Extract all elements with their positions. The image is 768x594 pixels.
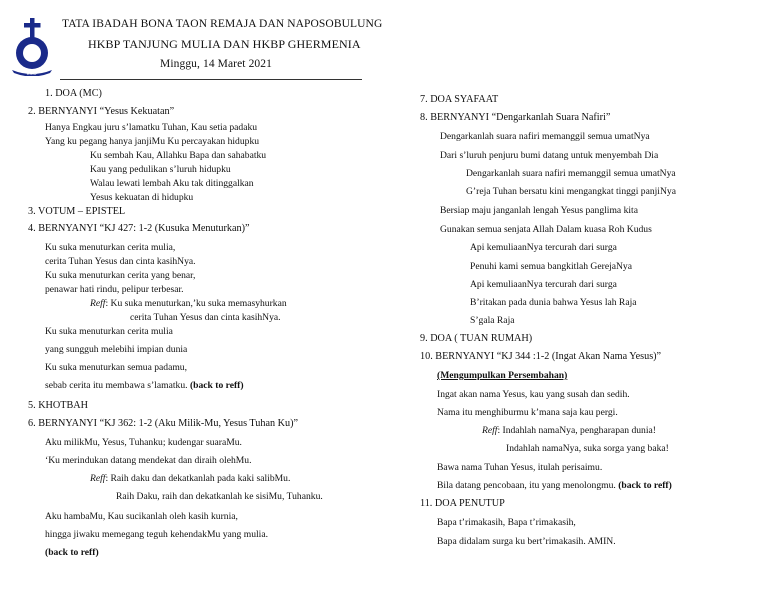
section-9: 9. DOA ( TUAN RUMAH): [420, 333, 533, 344]
lyric-line: Dari s’luruh penjuru bumi datang untuk menyembah Dia: [440, 150, 659, 161]
header-rule: [60, 79, 362, 80]
lyric-line: Hanya Engkau juru s’lamatku Tuhan, Kau setia padaku: [45, 122, 258, 133]
lyric-line: Yang ku pegang hanya janjiMu Ku percayakan hidupku: [45, 136, 260, 147]
section-8: 8. BERNYANYI “Dengarkanlah Suara Nafiri”: [420, 112, 611, 123]
lyric-line: Ku suka menuturkan cerita yang benar,: [45, 270, 196, 281]
offering-note: (Mengumpulkan Persembahan): [437, 370, 568, 381]
lyric-line: Dengarkanlah suara nafiri memanggil semua umatNya: [466, 168, 676, 179]
reff-line: Reff: Ku suka menuturkan,’ku suka memasyhurkan: [90, 298, 287, 309]
hkbp-logo-icon: [10, 18, 54, 76]
svg-text:HKBP: HKBP: [26, 71, 38, 76]
lyric-line: Ku sembah Kau, Allahku Bapa dan sahabatku: [90, 150, 267, 161]
lyric-line: Nama itu menghiburmu k’mana saja kau pergi.: [437, 407, 618, 418]
lyric-line: Kau yang pedulikan s’luruh hidupku: [90, 164, 231, 175]
lyric-line: penawar hati rindu, pelipur terbesar.: [45, 284, 184, 295]
header-church: HKBP TANJUNG MULIA DAN HKBP GHERMENIA: [88, 37, 361, 51]
section-2: 2. BERNYANYI “Yesus Kekuatan”: [28, 106, 175, 117]
section-6: 6. BERNYANYI “KJ 362: 1-2 (Aku Milik-Mu, Yesus Tuhan Ku)”: [28, 418, 298, 429]
lyric-line: Ku suka menuturkan semua padamu,: [45, 362, 188, 373]
back-to-reff: (back to reff): [189, 380, 244, 391]
lyric-line: Bapa t’rimakasih, Bapa t’rimakasih,: [437, 517, 576, 528]
lyric-line: Gunakan semua senjata Allah Dalam kuasa Roh Kudus: [440, 224, 652, 235]
section-11: 11. DOA PENUTUP: [420, 498, 505, 509]
lyric-line: Api kemuliaanNya tercurah dari surga: [470, 242, 617, 253]
lyric-line: S’gala Raja: [470, 315, 515, 326]
lyric-line: Bawa nama Tuhan Yesus, itulah perisaimu.: [437, 462, 603, 473]
section-4: 4. BERNYANYI “KJ 427: 1-2 (Kusuka Menuturkan)”: [28, 223, 250, 234]
lyric-line: Ku suka menuturkan cerita mulia,: [45, 242, 176, 253]
lyric-line: Walau lewati lembah Aku tak ditinggalkan: [90, 178, 254, 189]
lyric-line: Ingat akan nama Yesus, kau yang susah dan sedih.: [437, 389, 630, 400]
lyric-line: Bapa didalam surga ku bert’rimakasih. AMIN.: [437, 536, 616, 547]
reff-line: Reff: Raih daku dan dekatkanlah pada kaki salibMu.: [90, 473, 291, 484]
lyric-line: Api kemuliaanNya tercurah dari surga: [470, 279, 617, 290]
reff-line: Reff: Indahlah namaNya, pengharapan dunia!: [482, 425, 656, 436]
lyric-line: Bila datang pencobaan, itu yang menolongmu. (back to reff): [437, 480, 672, 491]
header-date: Minggu, 14 Maret 2021: [160, 58, 272, 70]
reff-line: Raih Daku, raih dan dekatkanlah ke sisiMu, Tuhanku.: [116, 491, 323, 502]
lyric-line: sebab cerita itu membawa s’lamatku. (back to reff): [45, 380, 244, 391]
section-10: 10. BERNYANYI “KJ 344 :1-2 (Ingat Akan Nama Yesus)”: [420, 351, 662, 362]
lyric-line: Dengarkanlah suara nafiri memanggil semua umatNya: [440, 131, 650, 142]
lyric-line: yang sungguh melebihi impian dunia: [45, 344, 188, 355]
back-to-reff: (back to reff): [45, 547, 99, 558]
reff-line: Indahlah namaNya, suka sorga yang baka!: [506, 443, 669, 454]
lyric-line: Yesus kekuatan di hidupku: [90, 192, 194, 203]
lyric-line: B’ritakan pada dunia bahwa Yesus lah Raja: [470, 297, 637, 308]
section-3: 3. VOTUM – EPISTEL: [28, 206, 126, 217]
lyric-line: Aku hambaMu, Kau sucikanlah oleh kasih kurnia,: [45, 511, 238, 522]
lyric-line: hingga jiwaku memegang teguh kehendakMu yang mulia.: [45, 529, 268, 540]
back-to-reff: (back to reff): [618, 480, 672, 491]
header-title: TATA IBADAH BONA TAON REMAJA DAN NAPOSOBULUNG: [62, 18, 383, 30]
reff-line: cerita Tuhan Yesus dan cinta kasihNya.: [130, 312, 281, 323]
section-5: 5. KHOTBAH: [28, 400, 88, 411]
lyric-line: cerita Tuhan Yesus dan cinta kasihNya.: [45, 256, 196, 267]
lyric-line: ‘Ku merindukan datang mendekat dan diraih olehMu.: [45, 455, 252, 466]
lyric-line: Bersiap maju janganlah lengah Yesus panglima kita: [440, 205, 638, 216]
section-1: 1. DOA (MC): [45, 88, 102, 99]
lyric-line: G’reja Tuhan bersatu kini mengangkat tinggi panjiNya: [466, 186, 676, 197]
lyric-line: Penuhi kami semua bangkitlah GerejaNya: [470, 261, 632, 272]
lyric-line: Ku suka menuturkan cerita mulia: [45, 326, 173, 337]
section-7: 7. DOA SYAFAAT: [420, 94, 499, 105]
lyric-line: Aku milikMu, Yesus, Tuhanku; kudengar suaraMu.: [45, 437, 242, 448]
